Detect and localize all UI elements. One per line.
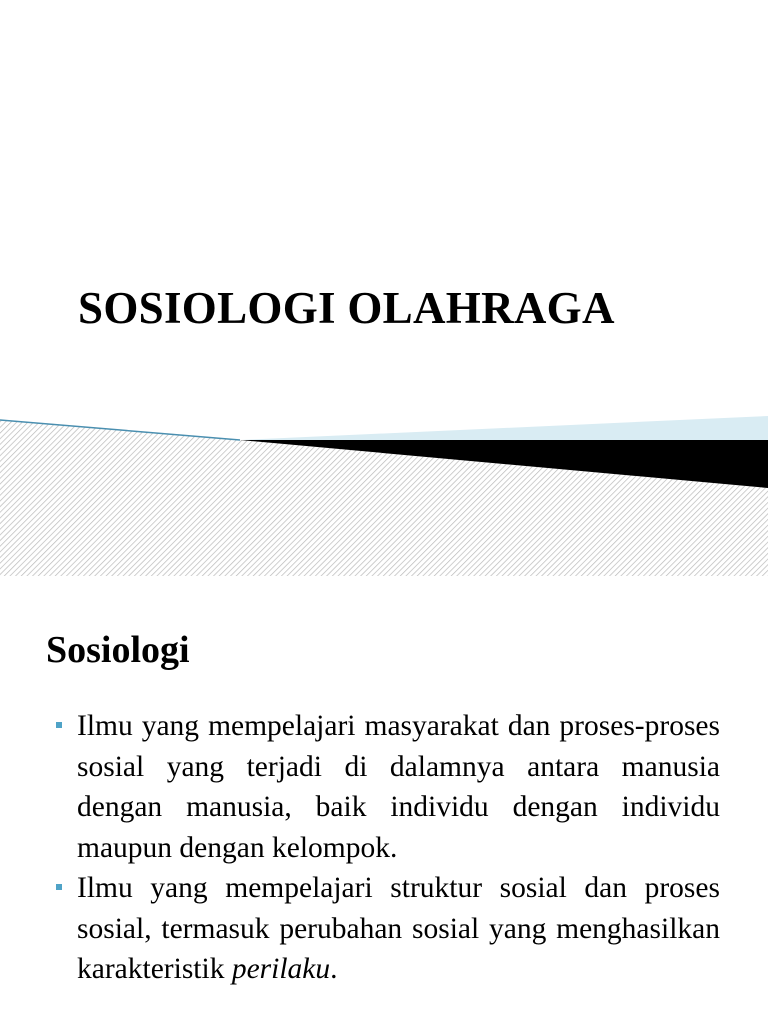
bullet-italic-term: perilaku	[231, 953, 331, 985]
bullet-square-icon	[56, 722, 62, 728]
slide-title: SOSIOLOGI OLAHRAGA	[78, 283, 615, 333]
decorative-band	[0, 410, 768, 576]
bullet-text: Ilmu yang mempelajari masyarakat dan proses-proses sosial yang terjadi di dalamnya antara manusia dengan manusia, baik individu dengan individu maupun dengan kelompok	[77, 710, 720, 864]
bullet-period: .	[389, 831, 398, 864]
bullet-item	[56, 706, 720, 868]
content-slide	[0, 576, 768, 1024]
light-blue-wedge	[240, 416, 768, 440]
bullet-text: Ilmu yang mempelajari struktur sosial dan proses sosial, termasuk perubahan sosial yang menghasilkan karakteristik	[77, 872, 720, 985]
slide-heading: Sosiologi	[46, 629, 190, 671]
bullet-square-icon	[56, 884, 62, 890]
bullet-list	[56, 706, 720, 990]
bullet-item	[56, 868, 720, 990]
bullet-period: .	[330, 953, 338, 985]
